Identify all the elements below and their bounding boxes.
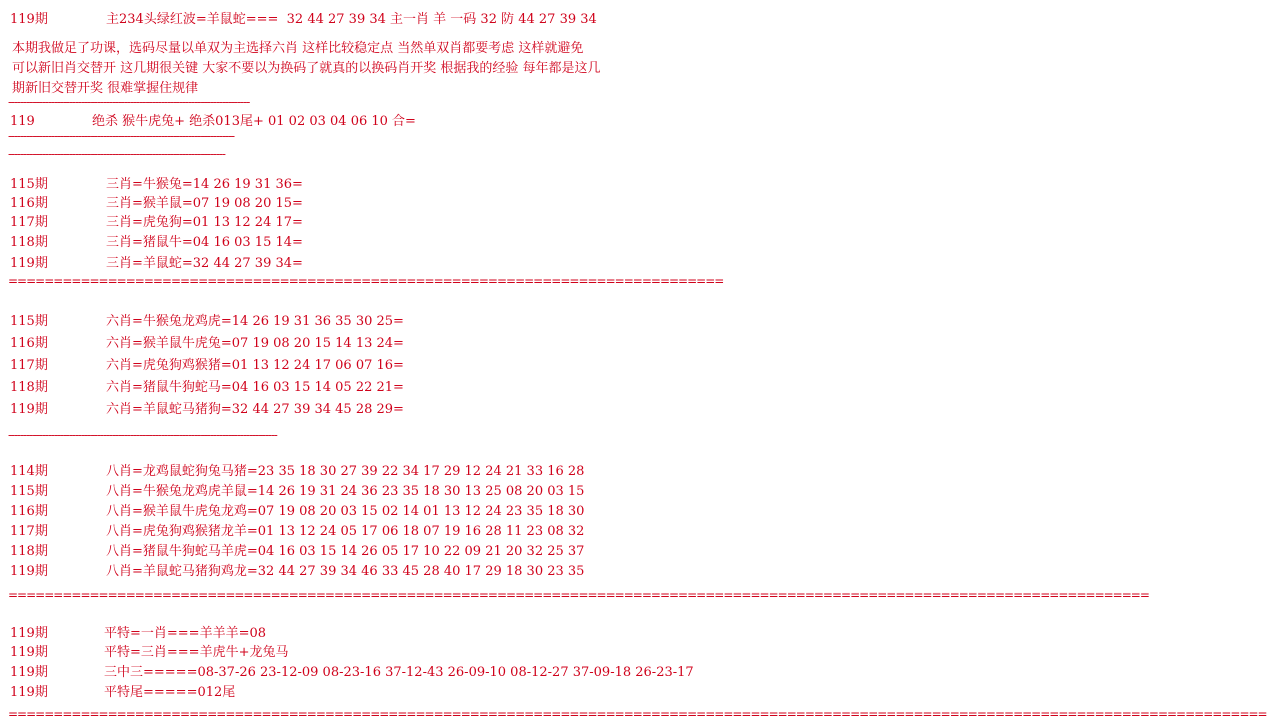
period-label: 114期: [10, 464, 48, 479]
three-xiao-text: 三肖=猴羊鼠=07 19 08 20 15=: [106, 196, 303, 211]
table-row: [0, 523, 812, 541]
header-main-line: 主234头绿红波=羊鼠蛇=== 32 44 27 39 34 主一肖 羊 一码 32 防 44 27 39 34: [106, 12, 597, 27]
period-label: 116期: [10, 504, 48, 519]
period-label: 117期: [10, 215, 48, 230]
eight-xiao-text: 八肖=羊鼠蛇马猪狗鸡龙=32 44 27 39 34 46 33 45 28 40 17 29 18 30 23 35: [106, 564, 585, 579]
eight-xiao-text: 八肖=猴羊鼠牛虎兔龙鸡=07 19 08 20 03 15 02 14 01 13 12 24 23 35 18 30: [106, 504, 585, 519]
intro-line-3: 期新旧交替开奖 很难掌握住规律: [12, 81, 199, 96]
table-row: [0, 195, 812, 213]
period-label: 118期: [10, 544, 48, 559]
table-row: [0, 503, 812, 521]
period-label: 115期: [10, 177, 48, 192]
bottom-text: 平特尾=====012尾: [104, 685, 236, 700]
table-row: [0, 234, 812, 252]
header-period: 119期: [10, 12, 48, 27]
kill-text: 绝杀 猴牛虎兔+ 绝杀013尾+ 01 02 03 04 06 10 合=: [92, 114, 416, 129]
period-label: 119期: [10, 626, 48, 641]
table-row: [0, 483, 812, 501]
period-label: 119期: [10, 665, 48, 680]
three-xiao-text: 三肖=羊鼠蛇=32 44 27 39 34=: [106, 256, 303, 271]
separator-dash-2: --------------------------------------------------------------------------: [8, 129, 235, 143]
table-row: [0, 255, 812, 273]
period-label: 119期: [10, 402, 48, 417]
intro-line-2: 可以新旧肖交替开 这几期很关键 大家不要以为换码了就真的以换码肖开奖 根据我的经验 每年都是这几: [12, 61, 601, 76]
period-label: 117期: [10, 358, 48, 373]
eight-xiao-text: 八肖=虎兔狗鸡猴猪龙羊=01 13 12 24 05 17 06 18 07 19 16 28 11 23 08 32: [106, 524, 585, 539]
period-label: 117期: [10, 524, 48, 539]
separator-eq-2: ==============================================================================================================================: [8, 588, 1149, 602]
period-label: 118期: [10, 235, 48, 250]
separator-dash-1: -------------------------------------------------------------------------------: [8, 95, 250, 109]
table-row: [0, 684, 812, 702]
three-xiao-text: 三肖=虎兔狗=01 13 12 24 17=: [106, 215, 303, 230]
bottom-text: 平特=三肖===羊虎牛+龙兔马: [104, 645, 289, 660]
six-xiao-text: 六肖=猪鼠牛狗蛇马=04 16 03 15 14 05 22 21=: [106, 380, 404, 395]
eight-xiao-text: 八肖=龙鸡鼠蛇狗兔马猪=23 35 18 30 27 39 22 34 17 29 12 24 21 33 16 28: [106, 464, 585, 479]
table-row: [0, 214, 812, 232]
eight-xiao-text: 八肖=猪鼠牛狗蛇马羊虎=04 16 03 15 14 26 05 17 10 22 09 21 20 32 25 37: [106, 544, 585, 559]
bottom-text: 平特=一肖===羊羊羊=08: [104, 626, 267, 641]
table-row: [0, 644, 812, 662]
period-label: 119期: [10, 645, 48, 660]
period-label: 119期: [10, 564, 48, 579]
separator-dash-3: -----------------------------------------------------------------------: [8, 147, 225, 161]
table-row: [0, 563, 812, 581]
table-row: [0, 176, 812, 194]
table-row: [0, 357, 812, 375]
period-label: 115期: [10, 314, 48, 329]
bottom-text: 三中三=====08-37-26 23-12-09 08-23-16 37-12-43 26-09-10 08-12-27 37-09-18 26-23-17: [104, 665, 694, 680]
three-xiao-text: 三肖=牛猴兔=14 26 19 31 36=: [106, 177, 303, 192]
intro-line-1: 本期我做足了功课，选码尽量以单双为主选择六肖 这样比较稳定点 当然单双肖都要考虑 这样就避免: [12, 41, 584, 56]
six-xiao-text: 六肖=虎兔狗鸡猴猪=01 13 12 24 17 06 07 16=: [106, 358, 404, 373]
table-row: [0, 313, 812, 331]
six-xiao-text: 六肖=羊鼠蛇马猪狗=32 44 27 39 34 45 28 29=: [106, 402, 404, 417]
period-label: 115期: [10, 484, 48, 499]
table-row: [0, 664, 812, 682]
table-row: [0, 543, 812, 561]
six-xiao-text: 六肖=猴羊鼠牛虎兔=07 19 08 20 15 14 13 24=: [106, 336, 404, 351]
table-row: [0, 401, 812, 419]
table-row: [0, 463, 812, 481]
table-row: [0, 335, 812, 353]
period-label: 118期: [10, 380, 48, 395]
period-label: 119期: [10, 685, 48, 700]
six-xiao-text: 六肖=牛猴兔龙鸡虎=14 26 19 31 36 35 30 25=: [106, 314, 404, 329]
period-label: 116期: [10, 196, 48, 211]
kill-period: 119: [10, 114, 35, 129]
table-row: [0, 625, 812, 643]
period-label: 116期: [10, 336, 48, 351]
separator-eq-3: ===========================================================================================================================================: [8, 707, 1267, 721]
period-label: 119期: [10, 256, 48, 271]
separator-eq-1: ===============================================================================: [8, 274, 724, 288]
table-row: [0, 379, 812, 397]
separator-dash-4: ----------------------------------------------------------------------------------------: [8, 428, 277, 442]
three-xiao-text: 三肖=猪鼠牛=04 16 03 15 14=: [106, 235, 303, 250]
eight-xiao-text: 八肖=牛猴兔龙鸡虎羊鼠=14 26 19 31 24 36 23 35 18 30 13 25 08 20 03 15: [106, 484, 585, 499]
